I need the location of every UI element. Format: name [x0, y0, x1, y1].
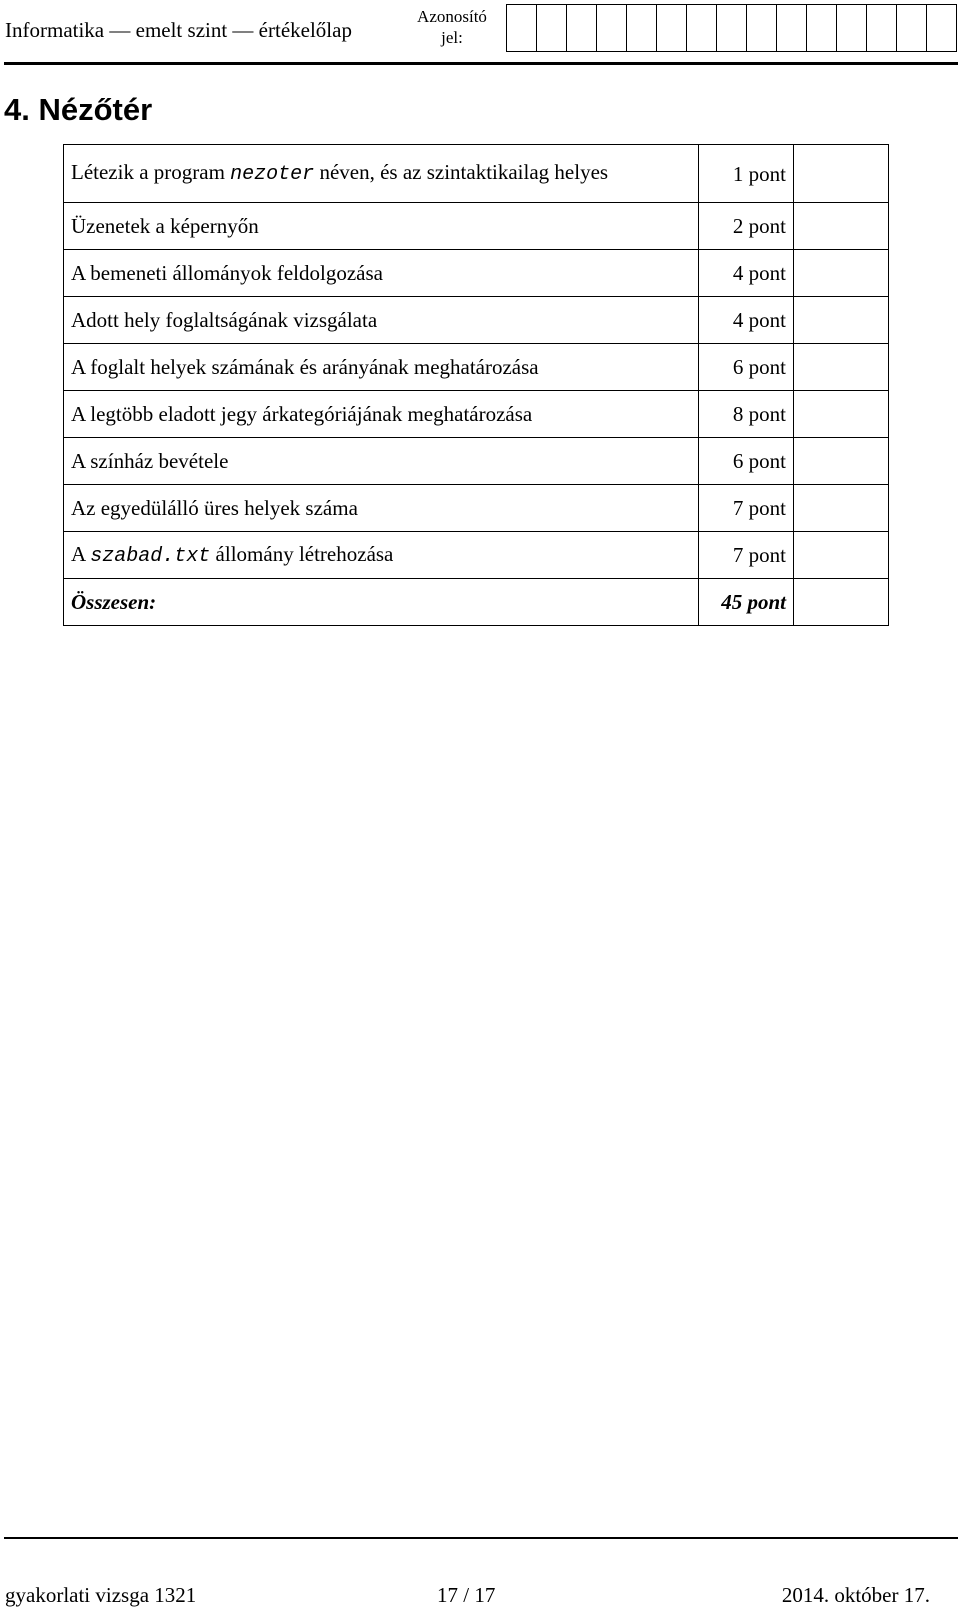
- id-box[interactable]: [867, 4, 897, 52]
- id-box[interactable]: [897, 4, 927, 52]
- criterion-description: [64, 532, 699, 579]
- table-row: [64, 297, 889, 344]
- id-box[interactable]: [927, 4, 957, 52]
- criterion-description: [64, 203, 699, 250]
- criterion-text: A: [71, 541, 91, 566]
- criterion-text: Adott hely foglaltságának vizsgálata: [71, 308, 378, 332]
- table-row: [64, 250, 889, 297]
- criterion-description: [64, 344, 699, 391]
- criterion-description: [64, 485, 699, 532]
- criterion-description: [64, 297, 699, 344]
- criterion-description: [64, 145, 699, 203]
- section-title: 4. Nézőtér: [4, 92, 153, 127]
- max-points: 2 pont: [699, 203, 794, 250]
- criterion-text: állomány létrehozása: [210, 541, 394, 566]
- awarded-points-cell[interactable]: [794, 145, 889, 203]
- id-box[interactable]: [837, 4, 867, 52]
- awarded-points-cell[interactable]: [794, 485, 889, 532]
- footer-page-number: 17 / 17: [437, 1583, 496, 1607]
- criterion-text: A legtöbb eladott jegy árkategóriájának meghatározása: [71, 402, 533, 426]
- total-row: [64, 579, 889, 626]
- code-identifier: szabad.txt: [90, 544, 211, 568]
- table-row: [64, 203, 889, 250]
- id-box[interactable]: [507, 4, 537, 52]
- max-points: 4 pont: [699, 250, 794, 297]
- max-points: 6 pont: [699, 344, 794, 391]
- table-row: [64, 438, 889, 485]
- criterion-text: Az egyedülálló üres helyek száma: [71, 496, 358, 520]
- criterion-text: A foglalt helyek számának és arányának meghatározása: [71, 355, 539, 379]
- table-row: [64, 391, 889, 438]
- criterion-description: [64, 438, 699, 485]
- table-row: [64, 145, 889, 203]
- code-identifier: nezoter: [230, 163, 315, 186]
- max-points: 7 pont: [699, 485, 794, 532]
- footer-exam-code: gyakorlati vizsga 1321: [5, 1583, 197, 1607]
- criterion-text: Létezik a program: [71, 160, 231, 184]
- max-points: 8 pont: [699, 391, 794, 438]
- scoring-table: [63, 144, 889, 626]
- id-label: Azonosító jel:: [417, 7, 487, 47]
- id-box[interactable]: [777, 4, 807, 52]
- id-box[interactable]: [717, 4, 747, 52]
- id-box[interactable]: [627, 4, 657, 52]
- awarded-points-cell[interactable]: [794, 250, 889, 297]
- criterion-text: néven, és az szintaktikailag helyes: [314, 160, 609, 184]
- criterion-description: [64, 250, 699, 297]
- max-points: 6 pont: [699, 438, 794, 485]
- id-box[interactable]: [537, 4, 567, 52]
- id-box[interactable]: [567, 4, 597, 52]
- awarded-points-cell[interactable]: [794, 438, 889, 485]
- criterion-description: [64, 391, 699, 438]
- header-rule: [4, 62, 958, 65]
- total-label: Összesen:: [64, 579, 699, 626]
- criterion-text: A színház bevétele: [71, 449, 229, 473]
- total-points: 45 pont: [699, 579, 794, 626]
- id-box[interactable]: [657, 4, 687, 52]
- id-box[interactable]: [597, 4, 627, 52]
- max-points: 4 pont: [699, 297, 794, 344]
- footer-rule: [4, 1537, 958, 1539]
- footer-date: 2014. október 17.: [781, 1583, 930, 1607]
- criterion-text: A bemeneti állományok feldolgozása: [71, 261, 383, 285]
- table-row: [64, 485, 889, 532]
- awarded-points-cell[interactable]: [794, 297, 889, 344]
- max-points: 1 pont: [699, 145, 794, 203]
- id-box[interactable]: [807, 4, 837, 52]
- awarded-points-cell[interactable]: [794, 344, 889, 391]
- awarded-points-cell[interactable]: [794, 203, 889, 250]
- header-title: Informatika — emelt szint — értékelőlap: [5, 18, 352, 42]
- table-row: [64, 532, 889, 579]
- max-points: 7 pont: [699, 532, 794, 579]
- awarded-total-cell[interactable]: [794, 579, 889, 626]
- awarded-points-cell[interactable]: [794, 532, 889, 579]
- id-box[interactable]: [687, 4, 717, 52]
- awarded-points-cell[interactable]: [794, 391, 889, 438]
- id-box[interactable]: [747, 4, 777, 52]
- id-box-grid: [506, 4, 957, 52]
- table-row: [64, 344, 889, 391]
- criterion-text: Üzenetek a képernyőn: [71, 214, 259, 238]
